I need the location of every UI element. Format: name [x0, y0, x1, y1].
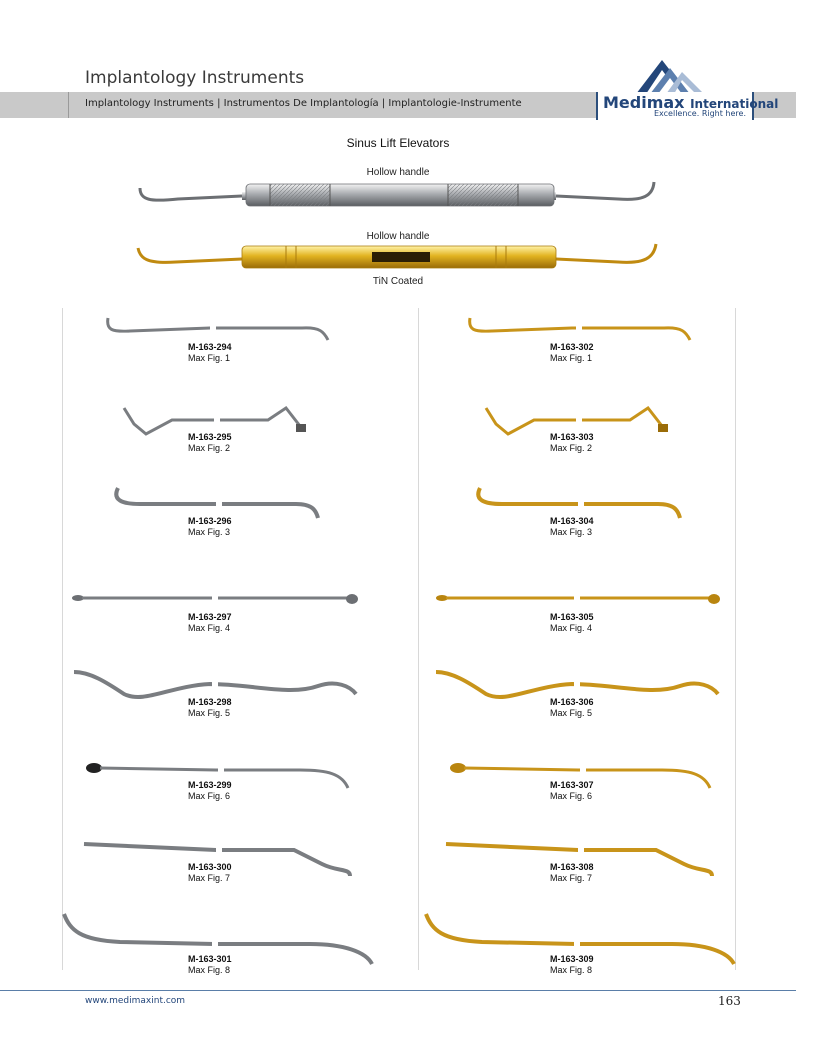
item-code: M-163-295 [188, 432, 232, 442]
item-fig: Max Fig. 2 [550, 443, 593, 453]
instrument-image [422, 486, 722, 520]
item-fig: Max Fig. 5 [550, 708, 593, 718]
item-code: M-163-300 [188, 862, 232, 872]
item-fig: Max Fig. 1 [550, 353, 593, 363]
instrument-image [60, 486, 360, 520]
list-item [60, 486, 360, 540]
logo-tagline: Excellence. Right here. [654, 109, 746, 118]
logo-panel [596, 92, 779, 120]
item-code: M-163-294 [188, 342, 232, 352]
item-fig: Max Fig. 3 [550, 527, 593, 537]
item-code: M-163-301 [188, 954, 232, 964]
item-fig: Max Fig. 5 [188, 708, 231, 718]
right-edge-guide [735, 308, 736, 970]
item-code: M-163-304 [550, 516, 594, 526]
item-code: M-163-297 [188, 612, 232, 622]
hero-bottom-label: Hollow handle [366, 231, 430, 242]
list-item [60, 310, 360, 364]
instrument-image [60, 310, 360, 344]
list-item [422, 838, 722, 892]
item-code: M-163-299 [188, 780, 232, 790]
item-fig: Max Fig. 8 [550, 965, 593, 975]
hero-gold-instrument [136, 242, 662, 274]
page-number: 163 [718, 994, 741, 1008]
list-item [60, 838, 360, 892]
item-code: M-163-306 [550, 697, 594, 707]
instrument-image [422, 310, 722, 344]
item-code: M-163-307 [550, 780, 594, 790]
item-code: M-163-305 [550, 612, 594, 622]
item-fig: Max Fig. 6 [188, 791, 231, 801]
list-item [422, 310, 722, 364]
section-title: Sinus Lift Elevators [346, 136, 450, 150]
list-item [60, 664, 360, 724]
list-item [422, 910, 722, 980]
hero-steel-instrument [138, 178, 658, 212]
hero-bottom-caption: TiN Coated [372, 276, 424, 287]
list-item [60, 910, 360, 980]
item-code: M-163-308 [550, 862, 594, 872]
item-code: M-163-309 [550, 954, 594, 964]
item-code: M-163-303 [550, 432, 594, 442]
hero-top-label: Hollow handle [366, 167, 430, 178]
item-fig: Max Fig. 4 [550, 623, 593, 633]
list-item [422, 486, 722, 540]
item-fig: Max Fig. 7 [188, 873, 231, 883]
item-fig: Max Fig. 3 [188, 527, 231, 537]
item-fig: Max Fig. 1 [188, 353, 231, 363]
item-fig: Max Fig. 4 [188, 623, 231, 633]
list-item [60, 756, 360, 810]
footer-divider [0, 990, 796, 991]
item-code: M-163-298 [188, 697, 232, 707]
logo-name-suffix: International [690, 97, 779, 111]
header-subtitle: Implantology Instruments | Instrumentos De Implantología | Implantologie-Instrumente [85, 98, 522, 109]
page-title: Implantology Instruments [85, 68, 305, 88]
item-fig: Max Fig. 6 [550, 791, 593, 801]
list-item [422, 404, 722, 458]
item-fig: Max Fig. 7 [550, 873, 593, 883]
right-column-guide [418, 308, 419, 970]
item-code: M-163-302 [550, 342, 594, 352]
item-fig: Max Fig. 2 [188, 443, 231, 453]
item-fig: Max Fig. 8 [188, 965, 231, 975]
logo-mark-icon [636, 56, 710, 94]
list-item [60, 586, 360, 640]
header-divider [68, 92, 69, 118]
list-item [422, 586, 722, 640]
list-item [422, 756, 722, 810]
list-item [422, 664, 722, 724]
brand-logo [596, 56, 779, 120]
item-code: M-163-296 [188, 516, 232, 526]
logo-name: Medimax [603, 93, 685, 112]
list-item [60, 404, 360, 458]
footer-website-link[interactable]: www.medimaxint.com [85, 996, 186, 1006]
